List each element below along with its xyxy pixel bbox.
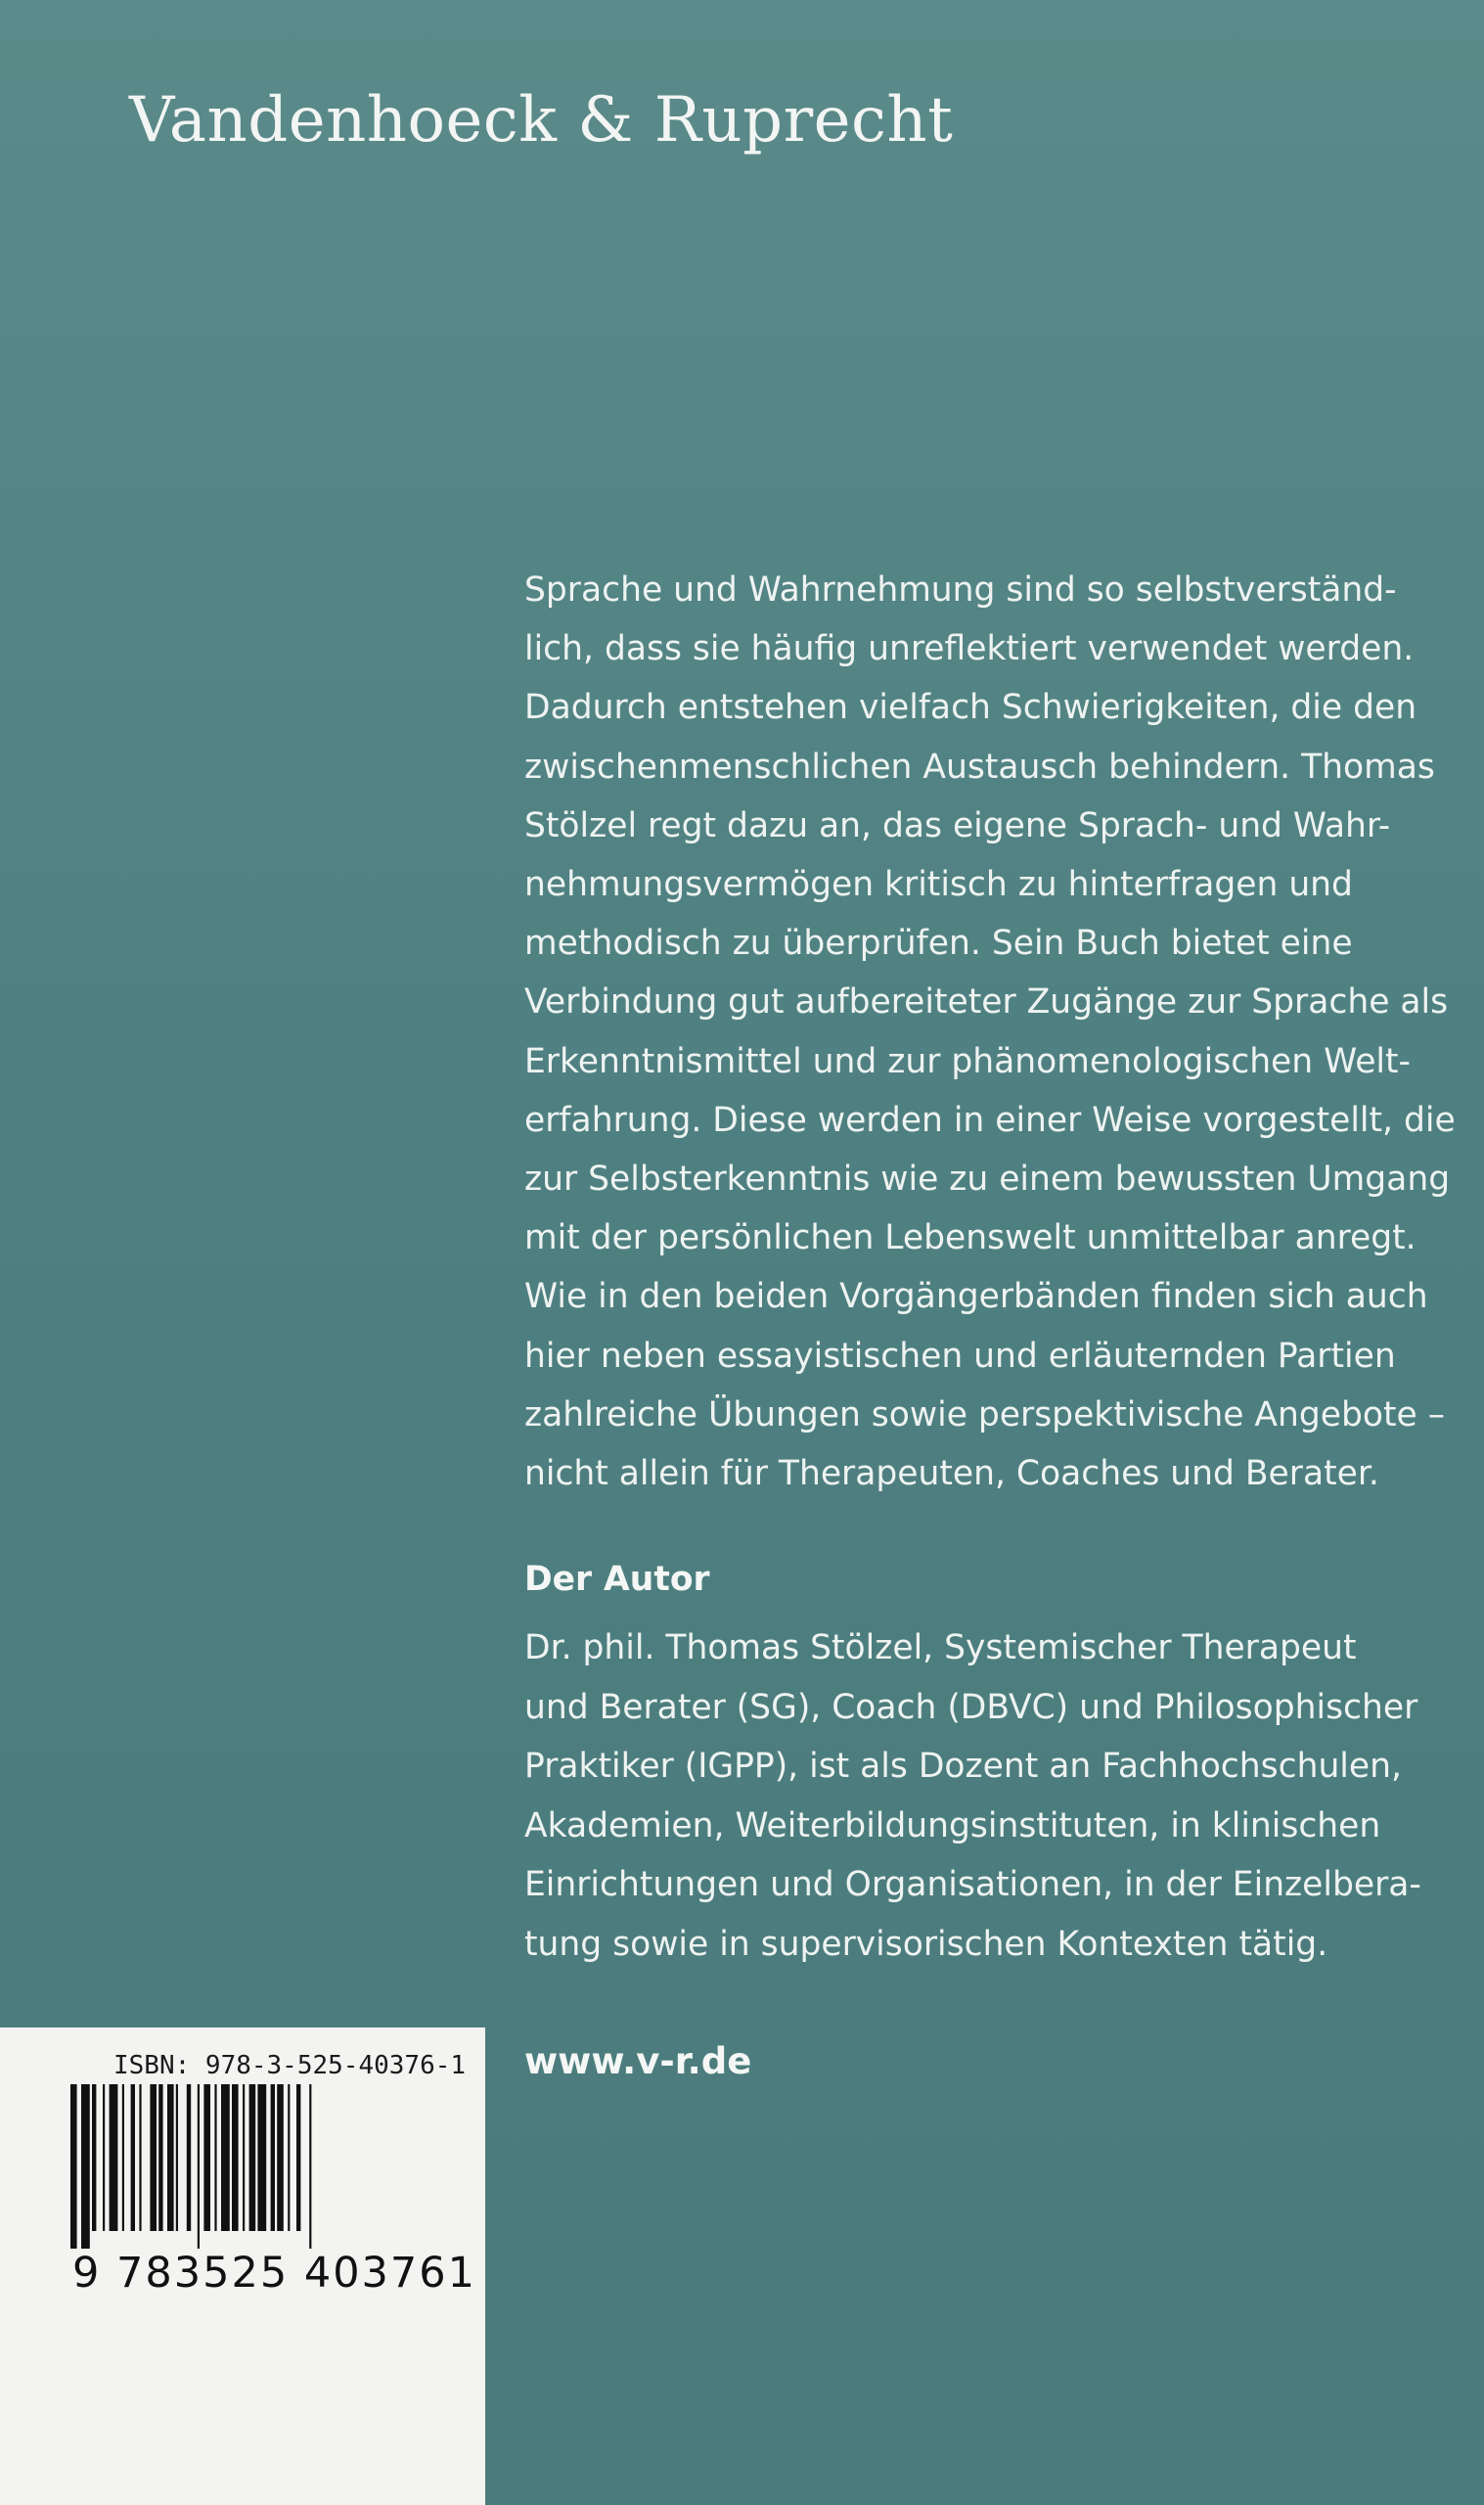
blurb-line: Wie in den beiden Vorgängerbänden finden sich auch	[524, 1277, 1428, 1317]
blurb-line: nehmungsvermögen kritisch zu hinterfragen und	[524, 865, 1353, 905]
isbn-label: ISBN: 978-3-525-40376-1	[113, 2051, 467, 2080]
blurb-line: mit der persönlichen Lebenswelt unmittelbar anregt.	[524, 1218, 1417, 1258]
barcode-bar	[110, 2084, 118, 2231]
barcode-bar	[158, 2084, 162, 2231]
author-bio-line: und Berater (SG), Coach (DBVC) und Philosophischer	[524, 1687, 1418, 1727]
barcode-bar	[131, 2084, 135, 2231]
author-heading: Der Autor	[524, 1560, 710, 1599]
barcode-bar	[176, 2084, 178, 2231]
blurb-text	[524, 561, 1456, 1503]
blurb-line: methodisch zu überprüfen. Sein Buch bietet eine	[524, 924, 1353, 964]
barcode-bar	[122, 2084, 124, 2231]
barcode-bar	[150, 2084, 157, 2231]
publisher-name: Vandenhoeck & Ruprecht	[129, 84, 954, 157]
barcode-bar	[187, 2084, 191, 2231]
blurb-line: erfahrung. Diese werden in einer Weise vorgestellt, die	[524, 1100, 1456, 1140]
barcode-bar	[221, 2084, 230, 2231]
author-bio	[524, 1618, 1444, 1974]
blurb-line: Dadurch entstehen vielfach Schwierigkeiten, die den	[524, 688, 1417, 728]
barcode-bar	[296, 2084, 300, 2231]
barcode-bar	[139, 2084, 141, 2231]
barcode-icon	[68, 2084, 460, 2251]
blurb-line: lich, dass sie häufig unreflektiert verwendet werden.	[524, 629, 1415, 669]
blurb-line: zahlreiche Übungen sowie perspektivische Angebote –	[524, 1394, 1445, 1435]
blurb-line: zur Selbsterkenntnis wie zu einem bewussten Umgang	[524, 1160, 1451, 1200]
barcode-bar	[257, 2084, 266, 2231]
barcode-bar	[92, 2084, 96, 2231]
blurb-line: Stölzel regt dazu an, das eigene Sprach- und Wahr-	[524, 805, 1391, 845]
barcode-bar	[167, 2084, 174, 2231]
website-link[interactable]: www.v-r.de	[524, 2040, 752, 2082]
blurb-line: hier neben essayistischen und erläuternden Partien	[524, 1336, 1396, 1376]
barcode-digits: 9 783525 403761	[72, 2249, 476, 2298]
blurb-line: nicht allein für Therapeuten, Coaches und Berater.	[524, 1454, 1379, 1494]
author-bio-line: Dr. phil. Thomas Stölzel, Systemischer Therapeut	[524, 1628, 1357, 1667]
barcode-bar	[309, 2084, 311, 2249]
author-bio-line: Praktiker (IGPP), ist als Dozent an Fachhochschulen,	[524, 1747, 1402, 1786]
barcode-bar	[249, 2084, 256, 2231]
barcode-bar	[288, 2084, 290, 2231]
barcode-bar	[214, 2084, 216, 2231]
barcode-bar	[81, 2084, 90, 2249]
barcode-bar	[232, 2084, 239, 2231]
barcode-bar	[277, 2084, 284, 2231]
barcode-bar	[243, 2084, 245, 2231]
author-bio-line: Akademien, Weiterbildungsinstituten, in klinischen	[524, 1805, 1381, 1845]
blurb-line: Verbindung gut aufbereiteter Zugänge zur Sprache als	[524, 982, 1449, 1023]
blurb-line: Erkenntnismittel und zur phänomenologischen Welt-	[524, 1041, 1411, 1081]
barcode-bar	[198, 2084, 200, 2249]
barcode-bar	[70, 2084, 77, 2249]
barcode-bar	[103, 2084, 105, 2231]
author-bio-line: Einrichtungen und Organisationen, in der Einzelbera-	[524, 1865, 1421, 1904]
author-bio-line: tung sowie in supervisorischen Kontexten tätig.	[524, 1924, 1328, 1964]
blurb-line: Sprache und Wahrnehmung sind so selbstverständ-	[524, 570, 1397, 610]
blurb-line: zwischenmenschlichen Austausch behindern. Thomas	[524, 747, 1435, 787]
barcode-bar	[271, 2084, 275, 2231]
barcode-bar	[203, 2084, 210, 2231]
